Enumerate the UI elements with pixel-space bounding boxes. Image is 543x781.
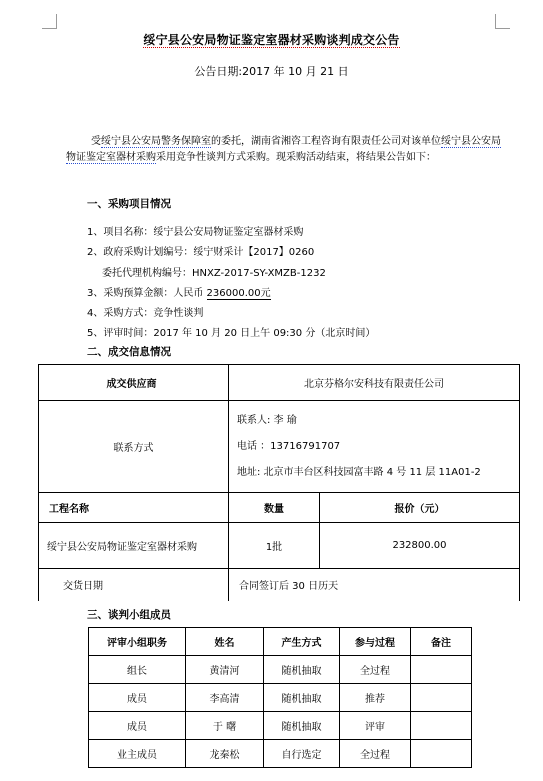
deal-info-table xyxy=(38,364,520,601)
table-row xyxy=(89,656,472,684)
title-text: 绥宁县公安局物证鉴定室器材采购谈判成交公告 xyxy=(143,33,400,47)
item-method: 4、采购方式：竞争性谈判 xyxy=(87,308,204,319)
header-project: 工程名称 xyxy=(39,493,229,523)
section3-heading: 三、谈判小组成员 xyxy=(87,609,171,621)
table-row xyxy=(39,401,520,493)
delivery-label: 交货日期 xyxy=(39,569,229,601)
cell-remarks xyxy=(411,684,472,712)
cell-participation: 推荐 xyxy=(340,684,411,712)
header-name: 姓名 xyxy=(186,628,264,656)
cell-name: 李高清 xyxy=(186,684,264,712)
section1-heading: 一、采购项目情况 xyxy=(87,198,171,210)
contact-cell xyxy=(229,401,520,493)
cell-name: 黄清河 xyxy=(186,656,264,684)
contact-label: 联系方式 xyxy=(39,401,229,493)
header-role: 评审小组职务 xyxy=(89,628,186,656)
header-quantity: 数量 xyxy=(229,493,320,523)
intro-part-2: 的委托，湖南省湘咨工程咨询有限责任公司对该单位 xyxy=(211,136,441,147)
table-row xyxy=(39,365,520,401)
budget-label: 3、采购预算金额：人民币 xyxy=(87,288,207,299)
cell-participation: 全过程 xyxy=(340,656,411,684)
table-row xyxy=(89,684,472,712)
contact-address: 地址: 北京市丰台区科技园富丰路 4 号 11 层 11A01-2 xyxy=(237,466,481,478)
header-participation: 参与过程 xyxy=(340,628,411,656)
section2-heading: 二、成交信息情况 xyxy=(87,346,171,358)
item-plan-number: 2、政府采购计划编号：绥宁财采计【2017】0260 xyxy=(87,247,315,258)
intro-entrust-org: 绥宁县公安局警务保障室 xyxy=(101,136,211,147)
cell-role: 业主成员 xyxy=(89,740,186,768)
table-row xyxy=(39,493,520,523)
corner-mark-left xyxy=(42,14,57,29)
corner-mark-right xyxy=(495,14,510,29)
intro-part-1: 受 xyxy=(91,136,101,147)
cell-selection: 随机抽取 xyxy=(264,656,340,684)
cell-remarks xyxy=(411,656,472,684)
cell-participation: 全过程 xyxy=(340,740,411,768)
item-project-name: 1、项目名称：绥宁县公安局物证鉴定室器材采购 xyxy=(87,227,304,238)
contact-person: 联系人: 李 瑜 xyxy=(237,414,297,426)
header-remarks: 备注 xyxy=(411,628,472,656)
delivery-value: 合同签订后 30 日历天 xyxy=(229,569,520,601)
table-row xyxy=(89,740,472,768)
item-review-time: 5、评审时间：2017 年 10 月 20 日上午 09:30 分（北京时间） xyxy=(87,328,376,339)
intro-part-3: 采用竞争性谈判方式采购。现采购活动结束，将结果公告如下： xyxy=(156,152,436,163)
intro-paragraph xyxy=(66,134,504,166)
budget-value: 236000.00元 xyxy=(206,288,271,299)
intro-project: 绥宁县公安局物证鉴定室器材采购 xyxy=(66,136,501,163)
cell-price: 232800.00 xyxy=(320,523,520,569)
header-price: 报价（元） xyxy=(320,493,520,523)
cell-participation: 评审 xyxy=(340,712,411,740)
item-budget xyxy=(87,284,271,299)
cell-name: 于 曙 xyxy=(186,712,264,740)
cell-quantity: 1批 xyxy=(229,523,320,569)
cell-selection: 随机抽取 xyxy=(264,712,340,740)
header-selection: 产生方式 xyxy=(264,628,340,656)
cell-project: 绥宁县公安局物证鉴定室器材采购 xyxy=(39,523,229,569)
cell-remarks xyxy=(411,740,472,768)
cell-name: 龙秦松 xyxy=(186,740,264,768)
item-agency-number: 委托代理机构编号：HNXZ-2017-SY-XMZB-1232 xyxy=(102,268,326,279)
table-row xyxy=(89,628,472,656)
table-row xyxy=(89,712,472,740)
cell-selection: 随机抽取 xyxy=(264,684,340,712)
panel-members-table xyxy=(88,627,472,768)
page-title xyxy=(0,31,543,48)
supplier-name: 北京芬格尔安科技有限责任公司 xyxy=(229,365,520,401)
cell-role: 组长 xyxy=(89,656,186,684)
table-row xyxy=(39,523,520,569)
announcement-date: 公告日期:2017 年 10 月 21 日 xyxy=(194,65,349,78)
cell-role: 成员 xyxy=(89,712,186,740)
table-row xyxy=(39,569,520,601)
cell-role: 成员 xyxy=(89,684,186,712)
supplier-label: 成交供应商 xyxy=(39,365,229,401)
contact-phone: 电话 ：13716791707 xyxy=(237,440,341,452)
cell-remarks xyxy=(411,712,472,740)
cell-selection: 自行选定 xyxy=(264,740,340,768)
